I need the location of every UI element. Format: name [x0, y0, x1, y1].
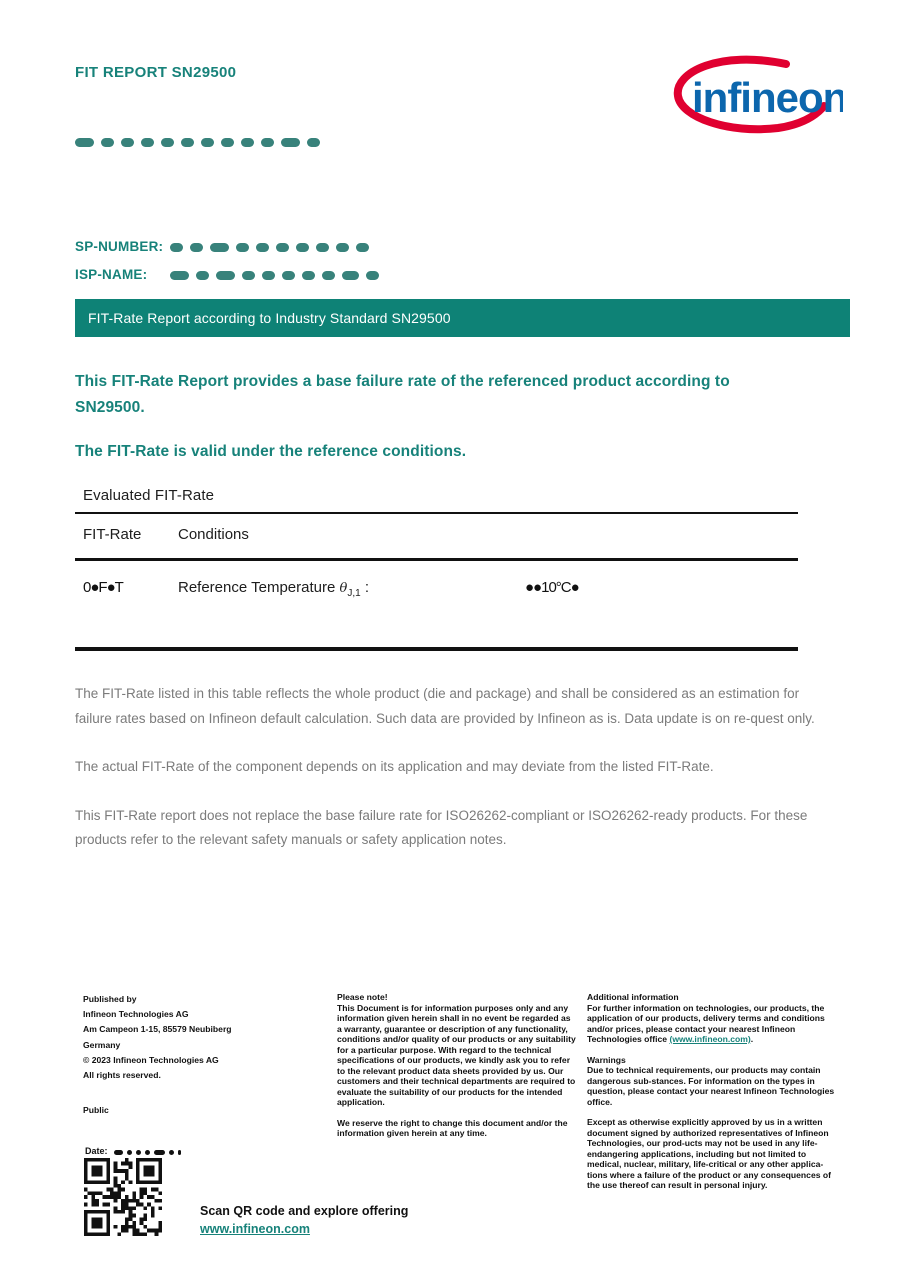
body-paragraph-2: The actual FIT-Rate of the component depends on its application and may deviate from the listed FIT-Rate. [75, 759, 714, 774]
body-text [75, 682, 839, 877]
publisher-country: Germany [83, 1039, 121, 1050]
footer-published-column [83, 992, 308, 1118]
temperature-value-redacted: ●●10°C● [525, 579, 579, 596]
date-label: Date: [85, 1146, 108, 1156]
copyright-line: © 2023 Infineon Technologies AG [83, 1054, 219, 1065]
isp-name-label: ISP-NAME: [75, 267, 148, 282]
warnings-body-2: Except as otherwise explicitly approved by us in a written document signed by authorized representatives of Infineon Technologies, our prod-ucts may not be used in any life-endangering applications, including but not limited to medical, nuclear, military, life-critical or any other applica-tions where a failure of the product or any consequences of the use thereof can result in personal injury. [587, 1117, 832, 1190]
reserve-right-body: We reserve the right to change this document and/or the information given herein at any time. [337, 1117, 568, 1138]
condition-cell [178, 579, 369, 599]
additional-info-text: For further information on technologies, our products, the application of our products, delivery terms and conditions and/or prices, please contact your nearest Infineon Technologies office [587, 1002, 825, 1044]
condition-label: Reference Temperature [178, 579, 336, 596]
additional-info-body [587, 1003, 835, 1045]
publisher-name: Infineon Technologies AG [83, 1009, 189, 1020]
published-by-title: Published by [83, 994, 137, 1004]
rights-line: All rights reserved. [83, 1070, 161, 1081]
column-header-conditions: Conditions [178, 526, 249, 543]
body-paragraph-1: The FIT-Rate listed in this table reflects the whole product (die and package) and shall be considered as an estimation for failure rates based on Infineon default calculation. Such data are provided by Infineon as is. Data update is on re-quest only. [75, 686, 815, 726]
publisher-address: Am Campeon 1-15, 85579 Neubiberg [83, 1024, 232, 1035]
theta-subscript: J,1 [347, 588, 361, 599]
please-note-title: Please note! [337, 992, 388, 1002]
report-banner-text: FIT-Rate Report according to Industry Standard SN29500 [88, 310, 451, 326]
qr-code [84, 1158, 162, 1236]
table-title: Evaluated FIT-Rate [83, 487, 215, 504]
classification-label: Public [83, 1105, 109, 1116]
theta-symbol: θ [339, 581, 348, 596]
redacted-sp-number-value [170, 243, 376, 252]
infineon-logo-text: infineon [692, 74, 843, 121]
redacted-isp-name-value [170, 271, 386, 280]
table-header-row [75, 514, 798, 558]
page-title: FIT REPORT SN29500 [75, 64, 237, 81]
table-rule-bottom [75, 647, 798, 651]
additional-info-period: . [750, 1034, 754, 1044]
evaluated-fit-rate-table [75, 487, 798, 651]
condition-colon: : [364, 579, 369, 596]
additional-info-title: Additional information [587, 992, 679, 1002]
statement-heading-2: The FIT-Rate is valid under the reference conditions. [75, 443, 467, 460]
please-note-body: This Document is for information purposes only and any information given herein shall in no event be regarded as a warranty, guarantee or description of any functionality, conditions and/or quality of our products or any suitability for a particular purpose. With regard to the technical specifications of our products, we kindly ask you to refer to the relevant product data sheets provided by us. Our customers and their technical departments are required to evaluate the suitability of our products for the intended application. [337, 1002, 576, 1107]
qr-caption: Scan QR code and explore offering [200, 1204, 409, 1218]
warnings-title: Warnings [587, 1054, 626, 1065]
infineon-link-inline[interactable]: (www.infineon.com) [669, 1034, 751, 1044]
infineon-logo [668, 54, 843, 142]
report-banner [75, 299, 850, 337]
warnings-body-1: Due to technical requirements, our products may contain dangerous sub-stances. For information on the types in question, please contact your nearest Infineon Technologies office. [587, 1065, 835, 1107]
footer-additional-column [587, 992, 835, 1191]
table-row [75, 561, 798, 647]
body-paragraph-3: This FIT-Rate report does not replace the base failure rate for ISO26262-compliant or ISO26262-ready products. For these products refer to the relevant safety manuals or safety application notes. [75, 807, 808, 847]
infineon-link-bottom[interactable]: www.infineon.com [200, 1222, 310, 1236]
column-header-fit-rate: FIT-Rate [83, 526, 142, 543]
sp-number-label: SP-NUMBER: [75, 239, 164, 254]
fit-rate-value-redacted: 0●F●T [83, 579, 123, 596]
redacted-date-value [114, 1150, 185, 1155]
statement-heading-1: This FIT-Rate Report provides a base failure rate of the referenced product according to SN29500. [75, 373, 730, 416]
footer-note-column [337, 992, 577, 1139]
infineon-logo-icon [668, 54, 843, 142]
redacted-product-name [75, 138, 327, 147]
